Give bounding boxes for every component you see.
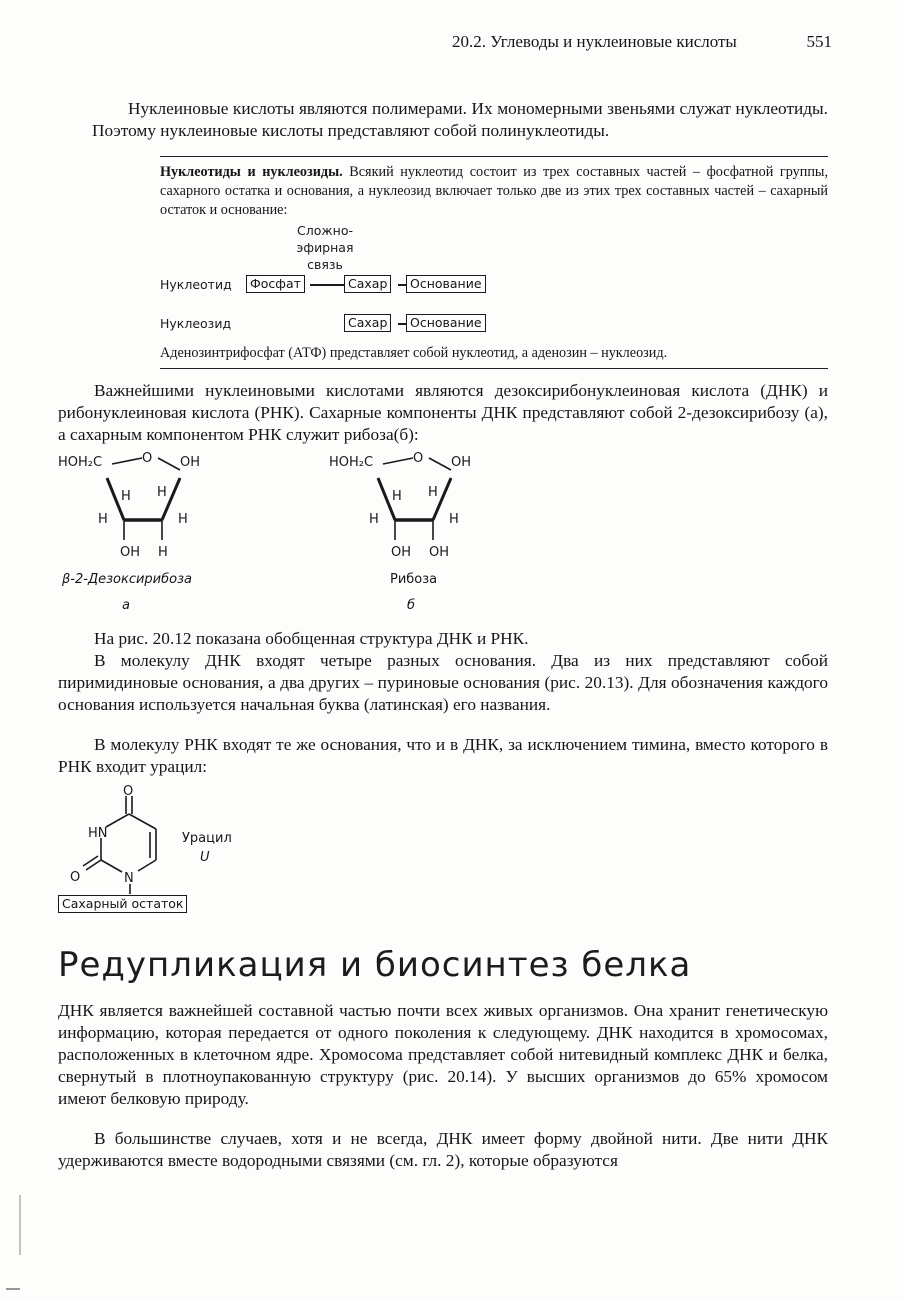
ribose-hoh2c: HOH₂C (329, 455, 374, 470)
base-box-nucleotide: Основание (406, 275, 486, 293)
box-footer: Аденозинтрифосфат (АТФ) представляет собой нуклеотид, а аденозин – нуклеозид. (160, 345, 668, 361)
sugar-base-bond-nucleotide (398, 284, 406, 286)
ring-bond-o-c1 (158, 458, 180, 470)
box-top-rule (160, 156, 828, 157)
deoxyribose-oh-c1: OH (180, 455, 201, 470)
sugar-box-nucleoside: Сахар (344, 314, 391, 332)
ribose-h-outer-right: H (449, 512, 459, 527)
ribose-h-inner-right: H (428, 485, 438, 500)
scan-corner-mark (6, 1288, 20, 1290)
deoxyribose-h-inner-left: H (121, 489, 131, 504)
deoxyribose-h-outer-right: H (178, 512, 188, 527)
page-number: 551 (806, 32, 832, 51)
deoxyribose-h-inner-right: H (157, 485, 167, 500)
ribose-oh-c3: OH (391, 545, 412, 560)
sugar-box-nucleotide: Сахар (344, 275, 391, 293)
box-bottom-rule (160, 368, 828, 369)
uracil-left-o: O (70, 870, 81, 885)
ribose-structure (327, 448, 547, 573)
section-paragraph-1: ДНК является важнейшей составной частью почти всех живых организмов. Она хранит генетическую информацию, которая передается от одного поколения к следующему. ДНК находится в хромосомах, расположенных в клеточном ядре. Хромосома представляет собой нитевидный комплекс ДНК и белка, свернутый в плотноупакованную структуру (рис. 20.14). У высших организмов до 65% хромосом имеют белковую природу. (58, 1001, 828, 1108)
deoxyribose-hoh2c: HOH₂C (58, 455, 103, 470)
nucleotide-label: Нуклеотид (160, 277, 232, 292)
ribose-oh-c2: OH (429, 545, 450, 560)
box-body: Всякий нуклеотид состоит из трех составных частей – фосфатной группы, сахарного остатка и основания, а нуклеозид включает только две из этих трех составных частей – сахарный остаток и основание: (160, 164, 828, 218)
deoxyribose-structure (56, 448, 276, 573)
uracil-n: N (124, 871, 134, 886)
deoxyribose-oh-c3: OH (120, 545, 141, 560)
ribose-name: Рибоза (390, 572, 438, 587)
section-paragraph-2: В большинстве случаев, хотя и не всегда, ДНК имеет форму двойной нити. Две нити ДНК удерживаются вместе водородными связями (см. гл. 2), которые образуются (58, 1129, 828, 1170)
deoxyribose-h-c2: H (158, 545, 168, 560)
uracil-name: Урацил (182, 831, 232, 846)
bond-c2-o-a (86, 860, 101, 870)
intro-paragraph: Нуклеиновые кислоты являются полимерами. Их мономерными звеньями служат нуклеотиды. Поэтому нуклеиновые кислоты представляют собой полинуклеотиды. (92, 99, 828, 140)
uracil-symbol: U (200, 850, 210, 865)
phosphate-box: Фосфат (246, 275, 305, 293)
nucleoside-label: Нуклеозид (160, 316, 232, 331)
ring-bond-o-c1 (429, 458, 451, 470)
box-description (160, 163, 828, 220)
deoxyribose-h-outer-left: H (98, 512, 108, 527)
bond-c4-c5 (129, 814, 156, 829)
fig-ref-paragraph: На рис. 20.12 показана обобщенная структура ДНК и РНК. (94, 629, 529, 648)
bases-paragraph: В молекулу ДНК входят четыре разных основания. Два из них представляют собой пиримидиновые основания, а два других – пуриновые основания (рис. 20.13). Для обозначения каждого основания используется начальная буква (латинская) его названия. (58, 651, 828, 714)
ribose-oh-c1: OH (451, 455, 472, 470)
sugars-paragraph: Важнейшими нуклеиновыми кислотами являются дезоксирибонуклеиновая кислота (ДНК) и рибонуклеиновая кислота (РНК). Сахарные компоненты ДНК представляют собой 2-дезоксирибозу (а), а сахарным компонентом РНК служит рибоза(б): (58, 381, 828, 444)
scan-margin-mark (19, 1195, 21, 1255)
ribose-ring-o: O (413, 451, 424, 466)
bond-c4-n3 (106, 814, 129, 827)
ribose-h-outer-left: H (369, 512, 379, 527)
running-title: 20.2. Углеводы и нуклеиновые кислоты (452, 32, 737, 51)
ribose-letter: б (407, 598, 416, 613)
rna-paragraph: В молекулу РНК входят те же основания, что и в ДНК, за исключением тимина, вместо которого в РНК входит урацил: (58, 735, 828, 776)
base-box-nucleoside: Основание (406, 314, 486, 332)
deoxyribose-letter: а (122, 598, 130, 613)
bond-c2-o-b (83, 856, 98, 866)
ribose-h-inner-left: H (392, 489, 402, 504)
sugar-base-bond-nucleoside (398, 323, 406, 325)
box-lead: Нуклеотиды и нуклеозиды. (160, 164, 343, 180)
deoxyribose-name: β-2-Дезоксирибоза (62, 572, 192, 587)
ring-bond-c4-o (383, 458, 413, 464)
sugar-residue-box: Сахарный остаток (58, 895, 187, 913)
bond-c6-n1 (138, 860, 156, 871)
section-title: Редупликация и биосинтез белка (58, 945, 692, 985)
bond-c2-n1 (101, 860, 122, 872)
deoxyribose-ring-o: O (142, 451, 153, 466)
uracil-top-o: O (123, 784, 134, 799)
phosphate-sugar-bond (310, 284, 344, 286)
uracil-hn: HN (88, 826, 108, 841)
ring-bond-c4-o (112, 458, 142, 464)
ester-bond-label: Сложно- эфирная связь (296, 223, 354, 272)
